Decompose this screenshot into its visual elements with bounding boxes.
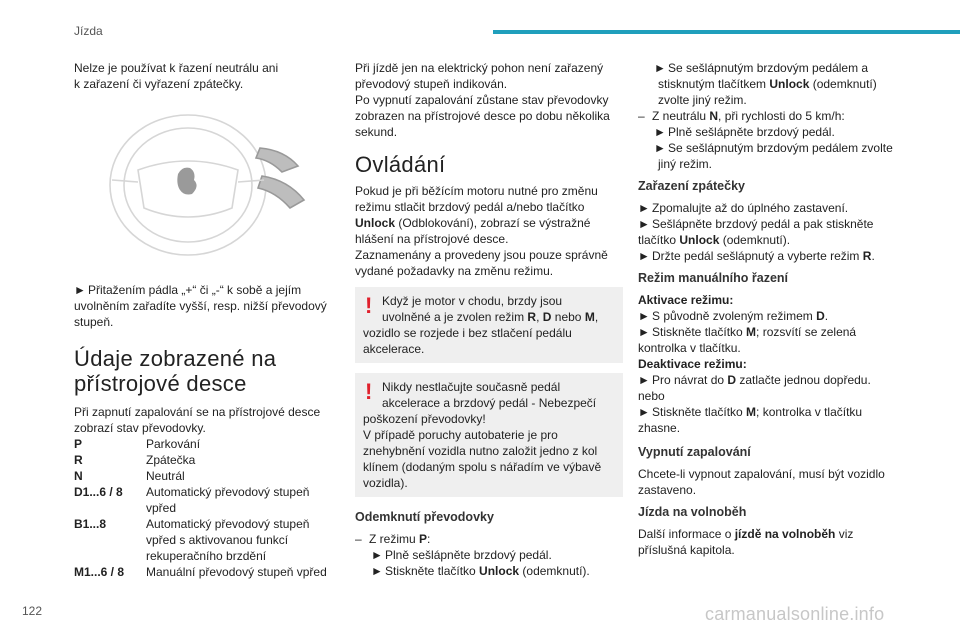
arrow-icon: ► (638, 405, 650, 419)
arrow-icon: ► (654, 61, 666, 75)
arrow-icon: ► (638, 373, 650, 387)
subheading: Jízda na volnoběh (638, 505, 747, 519)
column-left (74, 60, 332, 92)
text-line: Další informace o jízdě na volnoběh viz (638, 527, 854, 541)
subheading: Režim manuálního řazení (638, 271, 789, 285)
step-line: ► Zpomalujte až do úplného zastavení. (638, 201, 849, 215)
step-line: stisknutým tlačítkem Unlock (odemknutí) (658, 77, 877, 91)
section-heading: Ovládání (355, 152, 446, 177)
arrow-icon: ► (638, 201, 650, 215)
step-line: ► Plně sešlápněte brzdový pedál. (371, 548, 552, 562)
step-line: ► Držte pedál sešlápnutý a vyberte režim R. (638, 249, 875, 263)
gear-row: P Parkování (74, 437, 201, 451)
section-heading: přístrojové desce (74, 371, 247, 396)
arrow-icon: ► (654, 141, 666, 155)
warning-icon: ! (365, 379, 373, 404)
text-line: Pokud je při běžícím motoru nutné pro změnu (355, 184, 598, 198)
arrow-icon: ► (638, 217, 650, 231)
warning-note: ! Nikdy nestlačujte současně pedál akcelerace a brzdový pedál - Nebezpečí poškození převodovky! V případě poruchy autobaterie je pro znehybnění vozidla nutno založit jedno z kol klínem (dodaným spolu s nářadím ve výbavě vozidla). (355, 373, 623, 497)
arrow-icon: ► (371, 548, 383, 562)
subheading: Zařazení zpátečky (638, 179, 745, 193)
subheading-small: Aktivace režimu: (638, 293, 734, 307)
step-line: ► Sešlápněte brzdový pedál a pak stiskněte (638, 217, 874, 231)
step-line: ► Se sešlápnutým brzdovým pedálem zvolte (654, 141, 893, 155)
arrow-icon: ► (74, 283, 86, 297)
step-line: tlačítko Unlock (odemknutí). (638, 233, 791, 247)
watermark: carmanualsonline.info (705, 604, 885, 624)
step-line: ► Se sešlápnutým brzdovým pedálem a (654, 61, 869, 75)
subheading-small: Deaktivace režimu: (638, 357, 747, 371)
gear-row: B1...8 Automatický převodový stupeň vpřed s aktivovanou funkcí rekuperačního brzdění (74, 517, 310, 563)
text-line: Po vypnutí zapalování zůstane stav převodovky (355, 93, 609, 107)
arrow-icon: ► (654, 125, 666, 139)
subheading: Odemknutí převodovky (355, 510, 494, 524)
warning-icon: ! (365, 293, 373, 318)
text-line: nebo (638, 389, 665, 403)
text-line: vydané požadavky na změnu režimu. (355, 264, 554, 278)
step-line: ► S původně zvoleným režimem D. (638, 309, 829, 323)
subheading: Vypnutí zapalování (638, 445, 751, 459)
step-line: – Z režimu P: (355, 532, 431, 546)
step-line: ► Pro návrat do D zatlačte jednou dopředu. (638, 373, 871, 387)
warning-note: ! Když je motor v chodu, brzdy jsou uvolněné a je zvolen režim R, D nebo M, vozidlo se rozjede i bez stlačení pedálu akcelerace. (355, 287, 623, 363)
step-line: ► Stiskněte tlačítko Unlock (odemknutí). (371, 564, 590, 578)
step-line: zvolte jiný režim. (658, 93, 747, 107)
gear-row: M1...6 / 8 Manuální převodový stupeň vpřed (74, 565, 327, 579)
brand-lion-logo (177, 168, 196, 195)
step-line: kontrolka v tlačítku. (638, 341, 741, 355)
desc-line: Při zapnutí zapalování se na přístrojové desce (74, 405, 321, 419)
step-line: – Z neutrálu N, při rychlosti do 5 km/h: (638, 109, 845, 123)
intro-line: k zařazení či vyřazení zpátečky. (74, 77, 244, 91)
paddle-upper (256, 148, 298, 172)
column-left-lower (74, 282, 332, 580)
text-line: převodový stupeň indikován. (355, 77, 508, 91)
text-line: Zaznamenány a provedeny jsou pouze správně (355, 248, 608, 262)
gear-row: N Neutrál (74, 469, 185, 483)
step-line: zhasne. (638, 421, 681, 435)
arrow-icon: ► (638, 325, 650, 339)
desc-line: zobrazí stav převodovky. (74, 421, 206, 435)
steering-wheel-illustration (92, 110, 332, 260)
text-line: Při jízdě jen na elektrický pohon není zařazený (355, 61, 604, 75)
column-right (638, 60, 908, 558)
text-line: zastaveno. (638, 483, 697, 497)
page-number: 122 (22, 604, 43, 618)
section-title: Jízda (74, 24, 103, 38)
step-line: ► Stiskněte tlačítko M; kontrolka v tlačítku (638, 405, 863, 419)
arrow-icon: ► (371, 564, 383, 578)
step-line: ► Stiskněte tlačítko M; rozsvítí se zelená (638, 325, 857, 339)
gear-row: R Zpátečka (74, 453, 196, 467)
text-line: hlášení na přístrojové desce. (355, 232, 509, 246)
paddle-instruction-line: uvolněním zařadíte vyšší, resp. nižší převodový (74, 299, 327, 313)
gear-row: D1...6 / 8 Automatický převodový stupeň vpřed (74, 485, 310, 515)
step-line: ► Plně sešlápněte brzdový pedál. (654, 125, 835, 139)
text-line: Unlock (Odblokování), zobrazí se výstražné (355, 216, 591, 230)
text-line: sekund. (355, 125, 398, 139)
text-line: zobrazen na přístrojové desce po dobu několika (355, 109, 610, 123)
arrow-icon: ► (638, 249, 650, 263)
section-heading: Údaje zobrazené na (74, 346, 277, 371)
intro-line: Nelze je používat k řazení neutrálu ani (74, 61, 279, 75)
arrow-icon: ► (638, 309, 650, 323)
text-line: Chcete-li vypnout zapalování, musí být vozidlo (638, 467, 885, 481)
text-line: příslušná kapitola. (638, 543, 735, 557)
column-middle (355, 60, 623, 579)
step-line: jiný režim. (658, 157, 713, 171)
text-line: režimu stlačit brzdový pedál a/nebo tlačítko (355, 200, 585, 214)
paddle-instruction: ► Přitažením pádla „+“ či „-“ k sobě a jejím (74, 283, 302, 297)
wheel-spoke-left (112, 180, 138, 182)
paddle-instruction-line: stupeň. (74, 315, 114, 329)
header-accent-bar (493, 30, 960, 34)
